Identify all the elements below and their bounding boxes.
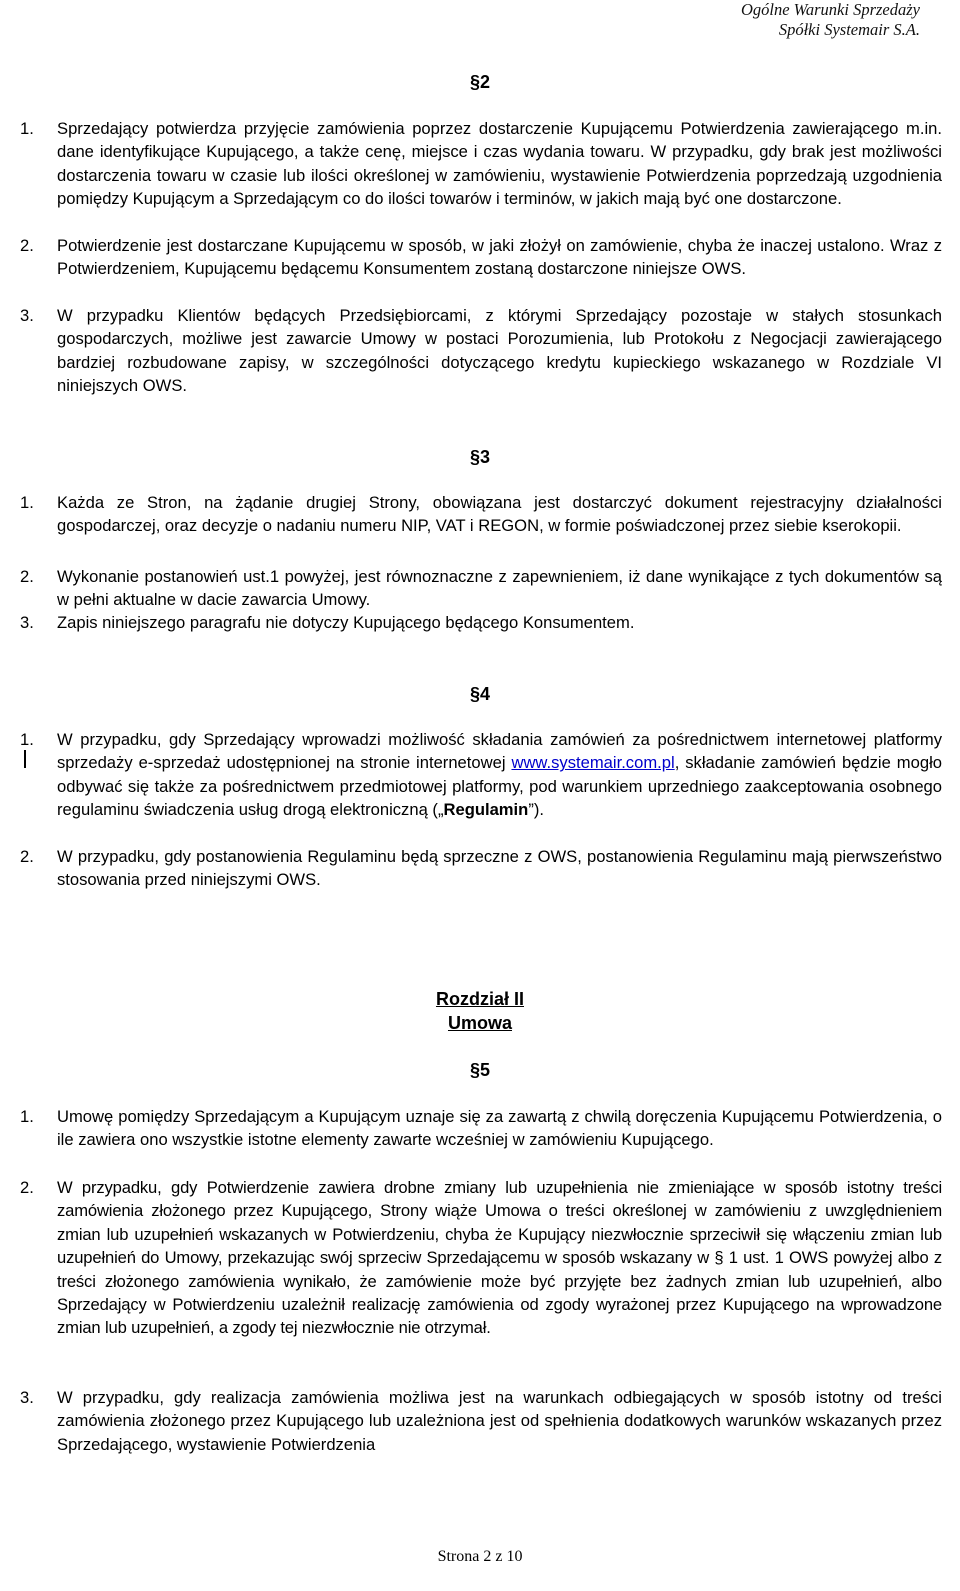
section-3-item-1 xyxy=(20,491,942,538)
item-number: 1. xyxy=(20,1107,34,1126)
section-3-item-2 xyxy=(20,565,942,612)
item-text: W przypadku, gdy Potwierdzenie zawiera drobne zmiany lub uzupełnienia nie zmieniające w sposób istotny treści zamówienia złożonego przez Kupującego, Strony wiąże Umowa o treści określonej w zamówieniu z uwzględnieniem zmian lub uzupełnień wskazanych w Potwierdzeniu, chyba że Kupujący niezwłocznie sprzeciwił się włączeniu zmian lub uzupełnień do Umowy, przekazując swój sprzeciw Sprzedającemu w sposób wskazany w § 1 ust. 1 OWS powyżej albo z treści złożonego zamówienia wynikało, że zamówienie może być przyjęte bez żadnych zmian lub uzupełnień, albo Sprzedający w Potwierdzeniu uzależnił realizację zamówienia od zgody wyrażonej przez Kupującego na wprowadzone zmian lub uzupełnień, a zgody tej niezwłocznie nie otrzymał. xyxy=(57,1178,942,1338)
section-4-item-1 xyxy=(20,728,942,822)
section-2-heading: §2 xyxy=(469,72,491,92)
item-text: W przypadku, gdy realizacja zamówienia możliwa jest na warunkach odbiegających w sposób istotny od treści zamówienia złożonego przez Kupującego lub uzależniona jest od spełnienia dodatkowych warunków wskazanych przez Sprzedającego, wystawienie Potwierdzenia xyxy=(57,1388,942,1454)
item-number: 3. xyxy=(20,613,34,632)
item-number: 2. xyxy=(20,236,34,255)
chapter-subheading: Umowa xyxy=(447,1013,512,1033)
item-text: W przypadku, gdy postanowienia Regulaminu będą sprzeczne z OWS, postanowienia Regulaminu mają pierwszeństwo stosowania przed niniejszymi OWS. xyxy=(57,847,942,890)
regulamin-term: Regulamin xyxy=(443,800,529,820)
item-number: 1. xyxy=(20,119,34,138)
section-5-item-3 xyxy=(20,1386,942,1456)
page-number: Strona 2 z 10 xyxy=(437,1548,523,1565)
item-number: 2. xyxy=(20,567,34,586)
item-number: 3. xyxy=(20,306,34,325)
systemair-website-link[interactable]: www.systemair.com.pl xyxy=(511,753,675,773)
item-text: Zapis niniejszego paragrafu nie dotyczy Kupującego będącego Konsumentem. xyxy=(57,613,635,632)
section-3-heading: §3 xyxy=(469,447,491,467)
item-number: 2. xyxy=(20,847,34,866)
item-text: Umowę pomiędzy Sprzedającym a Kupującym uznaje się za zawartą z chwilą doręczenia Kupującemu Potwierdzenia, o ile zawiera ono wszystkie istotne elementy zawarte wcześniej w zamówieniu Kupującego. xyxy=(57,1107,942,1150)
item-number: 1. xyxy=(20,493,34,512)
section-5-heading: §5 xyxy=(469,1060,491,1080)
section-4-heading: §4 xyxy=(469,684,491,704)
item-text: Potwierdzenie jest dostarczane Kupującemu w sposób, w jaki złożył on zamówienie, chyba że inaczej ustalono. Wraz z Potwierdzeniem, Kupującemu będącemu Konsumentem zostaną dostarczone niniejsze OWS. xyxy=(57,236,942,279)
chapter-heading: Rozdział II xyxy=(435,989,524,1009)
item-text: Każda ze Stron, na żądanie drugiej Strony, obowiązana jest dostarczyć dokument rejestracyjny działalności gospodarczej, oraz decyzje o nadaniu numeru NIP, VAT i REGON, w formie poświadczonej przez siebie kserokopii. xyxy=(57,493,942,536)
section-5-item-1 xyxy=(20,1105,942,1152)
section-2-item-1 xyxy=(20,117,942,211)
section-2-item-2 xyxy=(20,234,942,281)
item-text: Wykonanie postanowień ust.1 powyżej, jest równoznaczne z zapewnieniem, iż dane wynikające z tych dokumentów są w pełni aktualne w dacie zawarcia Umowy. xyxy=(57,567,942,610)
page-header xyxy=(741,0,920,40)
header-title: Ogólne Warunki Sprzedaży xyxy=(740,0,920,19)
item-number: 3. xyxy=(20,1388,34,1407)
section-3-item-3 xyxy=(20,611,942,634)
item-text: Sprzedający potwierdza przyjęcie zamówienia poprzez dostarczenie Kupującemu Potwierdzenia zawierającego m.in. dane identyfikujące Kupującego, a także cenę, miejsce i czas wydania towaru. W przypadku, gdy brak jest możliwości dostarczenia towaru w czasie lub ilości określonej w zamówieniu, wystawienie Potwierdzenia poprzedzają uzgodnienia pomiędzy Kupującym a Sprzedającym co do ilości towarów i terminów, w jakich mają być one dostarczone. xyxy=(57,119,942,209)
item-text: W przypadku Klientów będących Przedsiębiorcami, z którymi Sprzedający pozostaje w stałych stosunkach gospodarczych, możliwe jest zawarcie Umowy w postaci Porozumienia, lub Protokołu z Negocjacji zawierającego bardziej rozbudowane zapisy, w szczególności dotyczącego kredytu kupieckiego wskazanego w Rozdziale VI niniejszych OWS. xyxy=(57,306,942,396)
section-5-item-2 xyxy=(20,1176,942,1340)
section-2-item-3 xyxy=(20,304,942,398)
item-text: W przypadku, gdy Sprzedający wprowadzi możliwość składania zamówień za pośrednictwem internetowej platformy sprzedaży e-sprzedaż udostępnionej na stronie internetowej www.systemair.com.pl, składanie zamówień będzie mogło odbywać się także za pośrednictwem przedmiotowej platformy, pod warunkiem uprzedniego zaakceptowania osobnego regulaminu świadczenia usług drogą elektroniczną („Regulamin”). xyxy=(57,730,942,820)
header-company: Spółki Systemair S.A. xyxy=(778,20,920,39)
item-number: 1. xyxy=(20,730,34,749)
section-4-item-2 xyxy=(20,845,942,892)
item-number: 2. xyxy=(20,1178,34,1197)
